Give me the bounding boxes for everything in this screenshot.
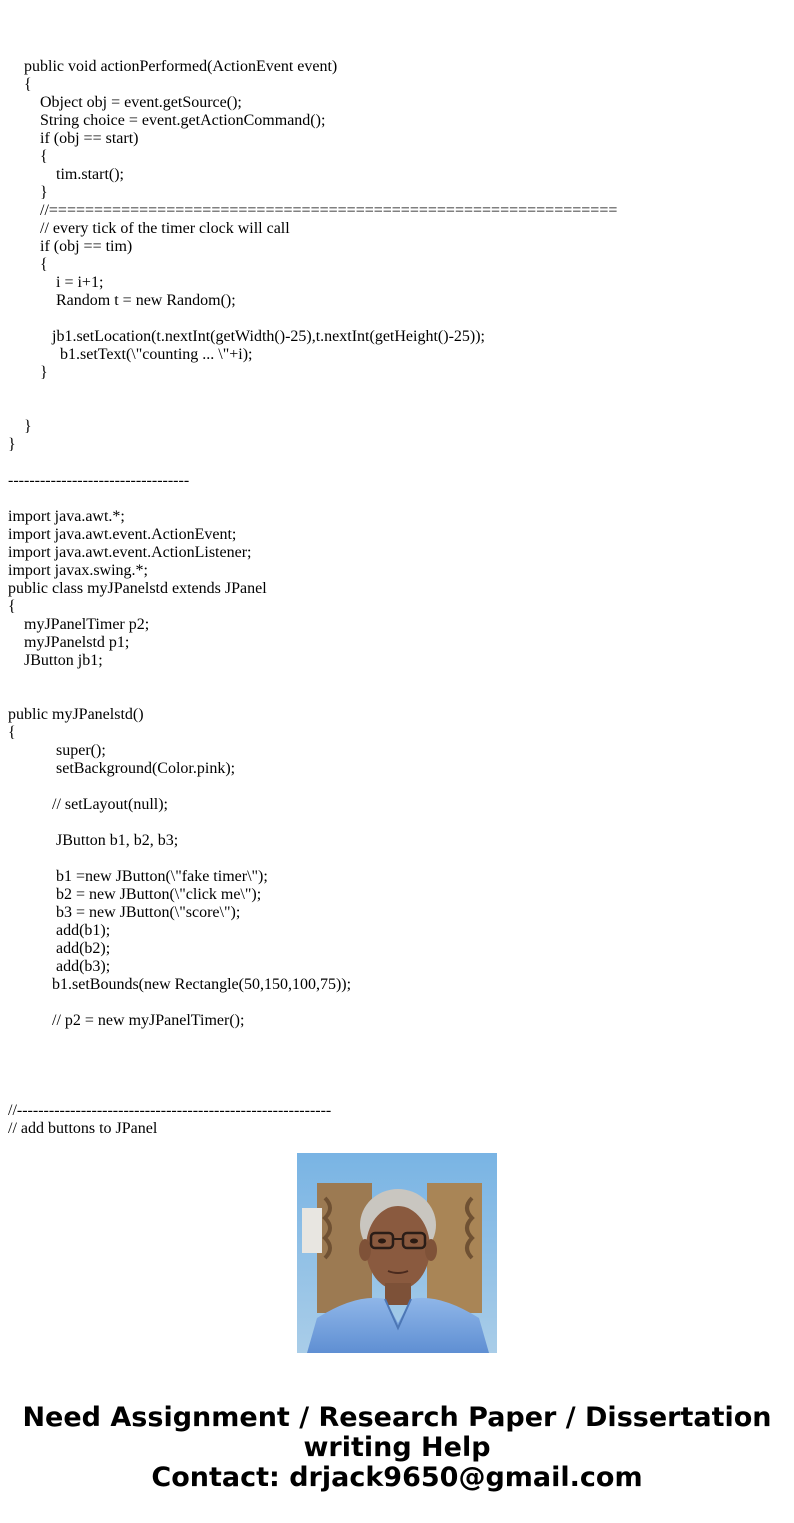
code-line: { (8, 148, 48, 165)
code-line: String choice = event.getActionCommand(); (8, 112, 326, 129)
code-line: i = i+1; (8, 274, 104, 291)
code-line (8, 310, 788, 328)
code-line: public class myJPanelstd extends JPanel (8, 580, 267, 597)
code-line: { (8, 598, 16, 615)
code-line: b1.setText(\"counting ... \"+i); (8, 346, 253, 363)
code-line: public void actionPerformed(ActionEvent event) (8, 58, 338, 75)
code-line: { (8, 724, 16, 741)
code-line: import javax.swing.*; (8, 562, 148, 579)
code-line (8, 850, 788, 868)
author-photo (297, 1153, 497, 1353)
code-line: myJPanelTimer p2; (8, 616, 150, 633)
code-line: // p2 = new myJPanelTimer(); (8, 1012, 245, 1029)
code-line (8, 1048, 788, 1066)
code-line: tim.start(); (8, 166, 124, 183)
code-line: if (obj == start) (8, 130, 139, 147)
code-line: } (8, 364, 48, 381)
code-line (8, 382, 788, 400)
code-line: // add buttons to JPanel (8, 1120, 158, 1137)
code-line: setBackground(Color.pink); (8, 760, 236, 777)
code-line: // setLayout(null); (8, 796, 168, 813)
code-line: import java.awt.*; (8, 508, 125, 525)
code-line (8, 1066, 788, 1084)
code-line: import java.awt.event.ActionListener; (8, 544, 252, 561)
code-line: add(b2); (8, 940, 111, 957)
code-line: b1 =new JButton(\"fake timer\"); (8, 868, 268, 885)
code-line: { (8, 76, 32, 93)
code-line (8, 994, 788, 1012)
code-line: JButton b1, b2, b3; (8, 832, 179, 849)
code-line (8, 400, 788, 418)
code-line: } (8, 418, 32, 435)
code-line: import java.awt.event.ActionEvent; (8, 526, 237, 543)
code-line: } (8, 436, 16, 453)
code-line (8, 1030, 788, 1048)
code-line: Object obj = event.getSource(); (8, 94, 242, 111)
code-line: super(); (8, 742, 106, 759)
code-line (8, 688, 788, 706)
code-line: add(b3); (8, 958, 111, 975)
code-line (8, 1084, 788, 1102)
contact-banner (0, 1403, 794, 1493)
code-line: jb1.setLocation(t.nextInt(getWidth()-25),t.nextInt(getHeight()-25)); (8, 328, 485, 345)
code-line: // every tick of the timer clock will call (8, 220, 290, 237)
code-line: if (obj == tim) (8, 238, 133, 255)
footer-line-2: writing Help (303, 1432, 491, 1463)
footer-line-1: Need Assignment / Research Paper / Dissertation (22, 1402, 772, 1433)
code-line (8, 778, 788, 796)
code-line: Random t = new Random(); (8, 292, 236, 309)
code-line: JButton jb1; (8, 652, 103, 669)
code-line: ---------------------------------- (8, 472, 190, 489)
code-line: b3 = new JButton(\"score\"); (8, 904, 241, 921)
code-line (8, 670, 788, 688)
code-listing (8, 58, 788, 1137)
code-line: b2 = new JButton(\"click me\"); (8, 886, 262, 903)
code-line: myJPanelstd p1; (8, 634, 130, 651)
code-line: { (8, 256, 48, 273)
code-line: } (8, 184, 48, 201)
footer-contact-line: Contact: drjack9650@gmail.com (151, 1462, 643, 1493)
code-line (8, 814, 788, 832)
code-line: //----------------------------------------------------------- (8, 1102, 332, 1119)
code-line: public myJPanelstd() (8, 706, 144, 723)
code-line (8, 454, 788, 472)
code-line: //=============================================================== (8, 202, 618, 219)
code-line (8, 490, 788, 508)
code-line: add(b1); (8, 922, 111, 939)
author-portrait-image (297, 1153, 497, 1353)
code-line: b1.setBounds(new Rectangle(50,150,100,75)); (8, 976, 352, 993)
